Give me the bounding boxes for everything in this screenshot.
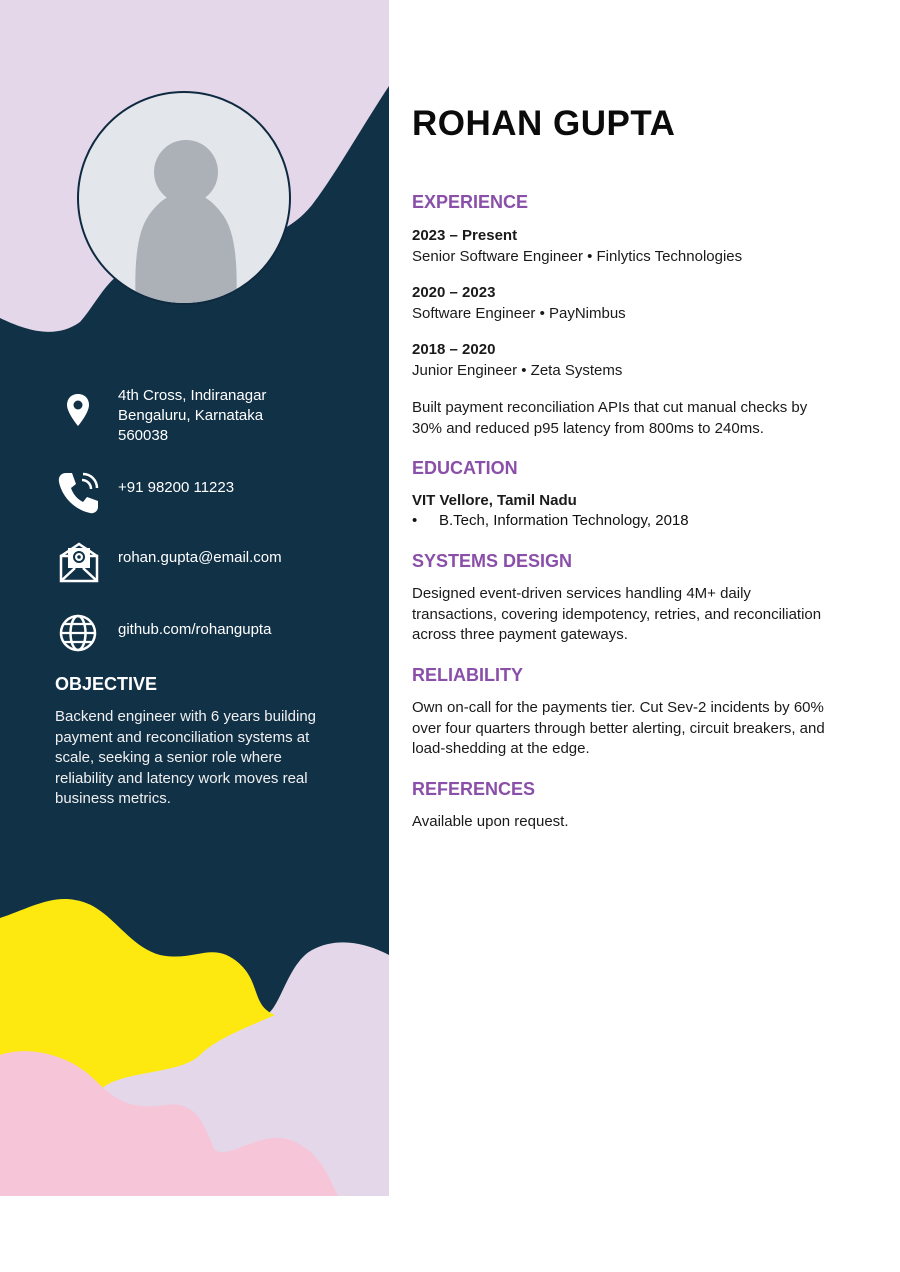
references-heading: REFERENCES: [412, 779, 536, 799]
reliability-heading: RELIABILITY: [412, 665, 523, 685]
objective-text: Backend engineer with 6 years building payment and reconciliation systems at scale, seeking a senior role where reliability and latency work moves real business metrics.: [55, 708, 316, 807]
experience-heading: EXPERIENCE: [412, 192, 529, 212]
systems-design-text: Designed event-driven services handling 4M+ daily transactions, covering idempotency, retries, and reconciliation across three payment gateways.: [412, 585, 822, 643]
references-text: Available upon request.: [412, 813, 569, 830]
contact-website: [55, 612, 355, 658]
location-pin-icon: [55, 386, 101, 432]
objective-heading: OBJECTIVE: [55, 674, 158, 694]
phone-icon: [55, 470, 101, 516]
experience-years: 2018 – 2020: [412, 341, 496, 358]
globe-icon: [55, 612, 101, 658]
candidate-name: ROHAN GUPTA: [412, 104, 676, 143]
experience-item: [412, 340, 852, 381]
bullet-mark: •: [412, 512, 418, 529]
address-line-2: Bengaluru, Karnataka: [118, 407, 264, 424]
education-heading: EDUCATION: [412, 458, 518, 478]
phone-text: +91 98200 11223: [118, 479, 235, 496]
systems-design-heading: SYSTEMS DESIGN: [412, 551, 573, 571]
contact-phone: [55, 470, 355, 516]
experience-summary: Built payment reconciliation APIs that cut manual checks by 30% and reduced p95 latency from 800ms to 240ms.: [412, 399, 808, 437]
contact-email: [55, 540, 355, 586]
address-line-1: 4th Cross, Indiranagar: [118, 387, 267, 404]
avatar-silhouette-icon: [79, 93, 291, 305]
email-icon: [55, 540, 101, 586]
experience-role: Junior Engineer • Zeta Systems: [412, 361, 623, 379]
profile-photo: [77, 91, 291, 305]
experience-item: [412, 226, 852, 267]
email-text: rohan.gupta@email.com: [118, 549, 282, 566]
experience-item: [412, 283, 852, 324]
education-school: VIT Vellore, Tamil Nadu: [412, 492, 577, 509]
sidebar: [0, 0, 389, 1196]
education-degree: B.Tech, Information Technology, 2018: [439, 512, 689, 529]
website-text: github.com/rohangupta: [118, 621, 272, 638]
experience-role: Software Engineer • PayNimbus: [412, 304, 626, 322]
reliability-text: Own on-call for the payments tier. Cut Sev-2 incidents by 60% over four quarters through better alerting, circuit breakers, and load-shedding at the edge.: [412, 699, 825, 757]
contact-address: [55, 386, 355, 446]
experience-role: Senior Software Engineer • Finlytics Technologies: [412, 247, 743, 265]
experience-years: 2023 – Present: [412, 227, 518, 244]
address-line-3: 560038: [118, 427, 169, 444]
experience-years: 2020 – 2023: [412, 284, 496, 301]
